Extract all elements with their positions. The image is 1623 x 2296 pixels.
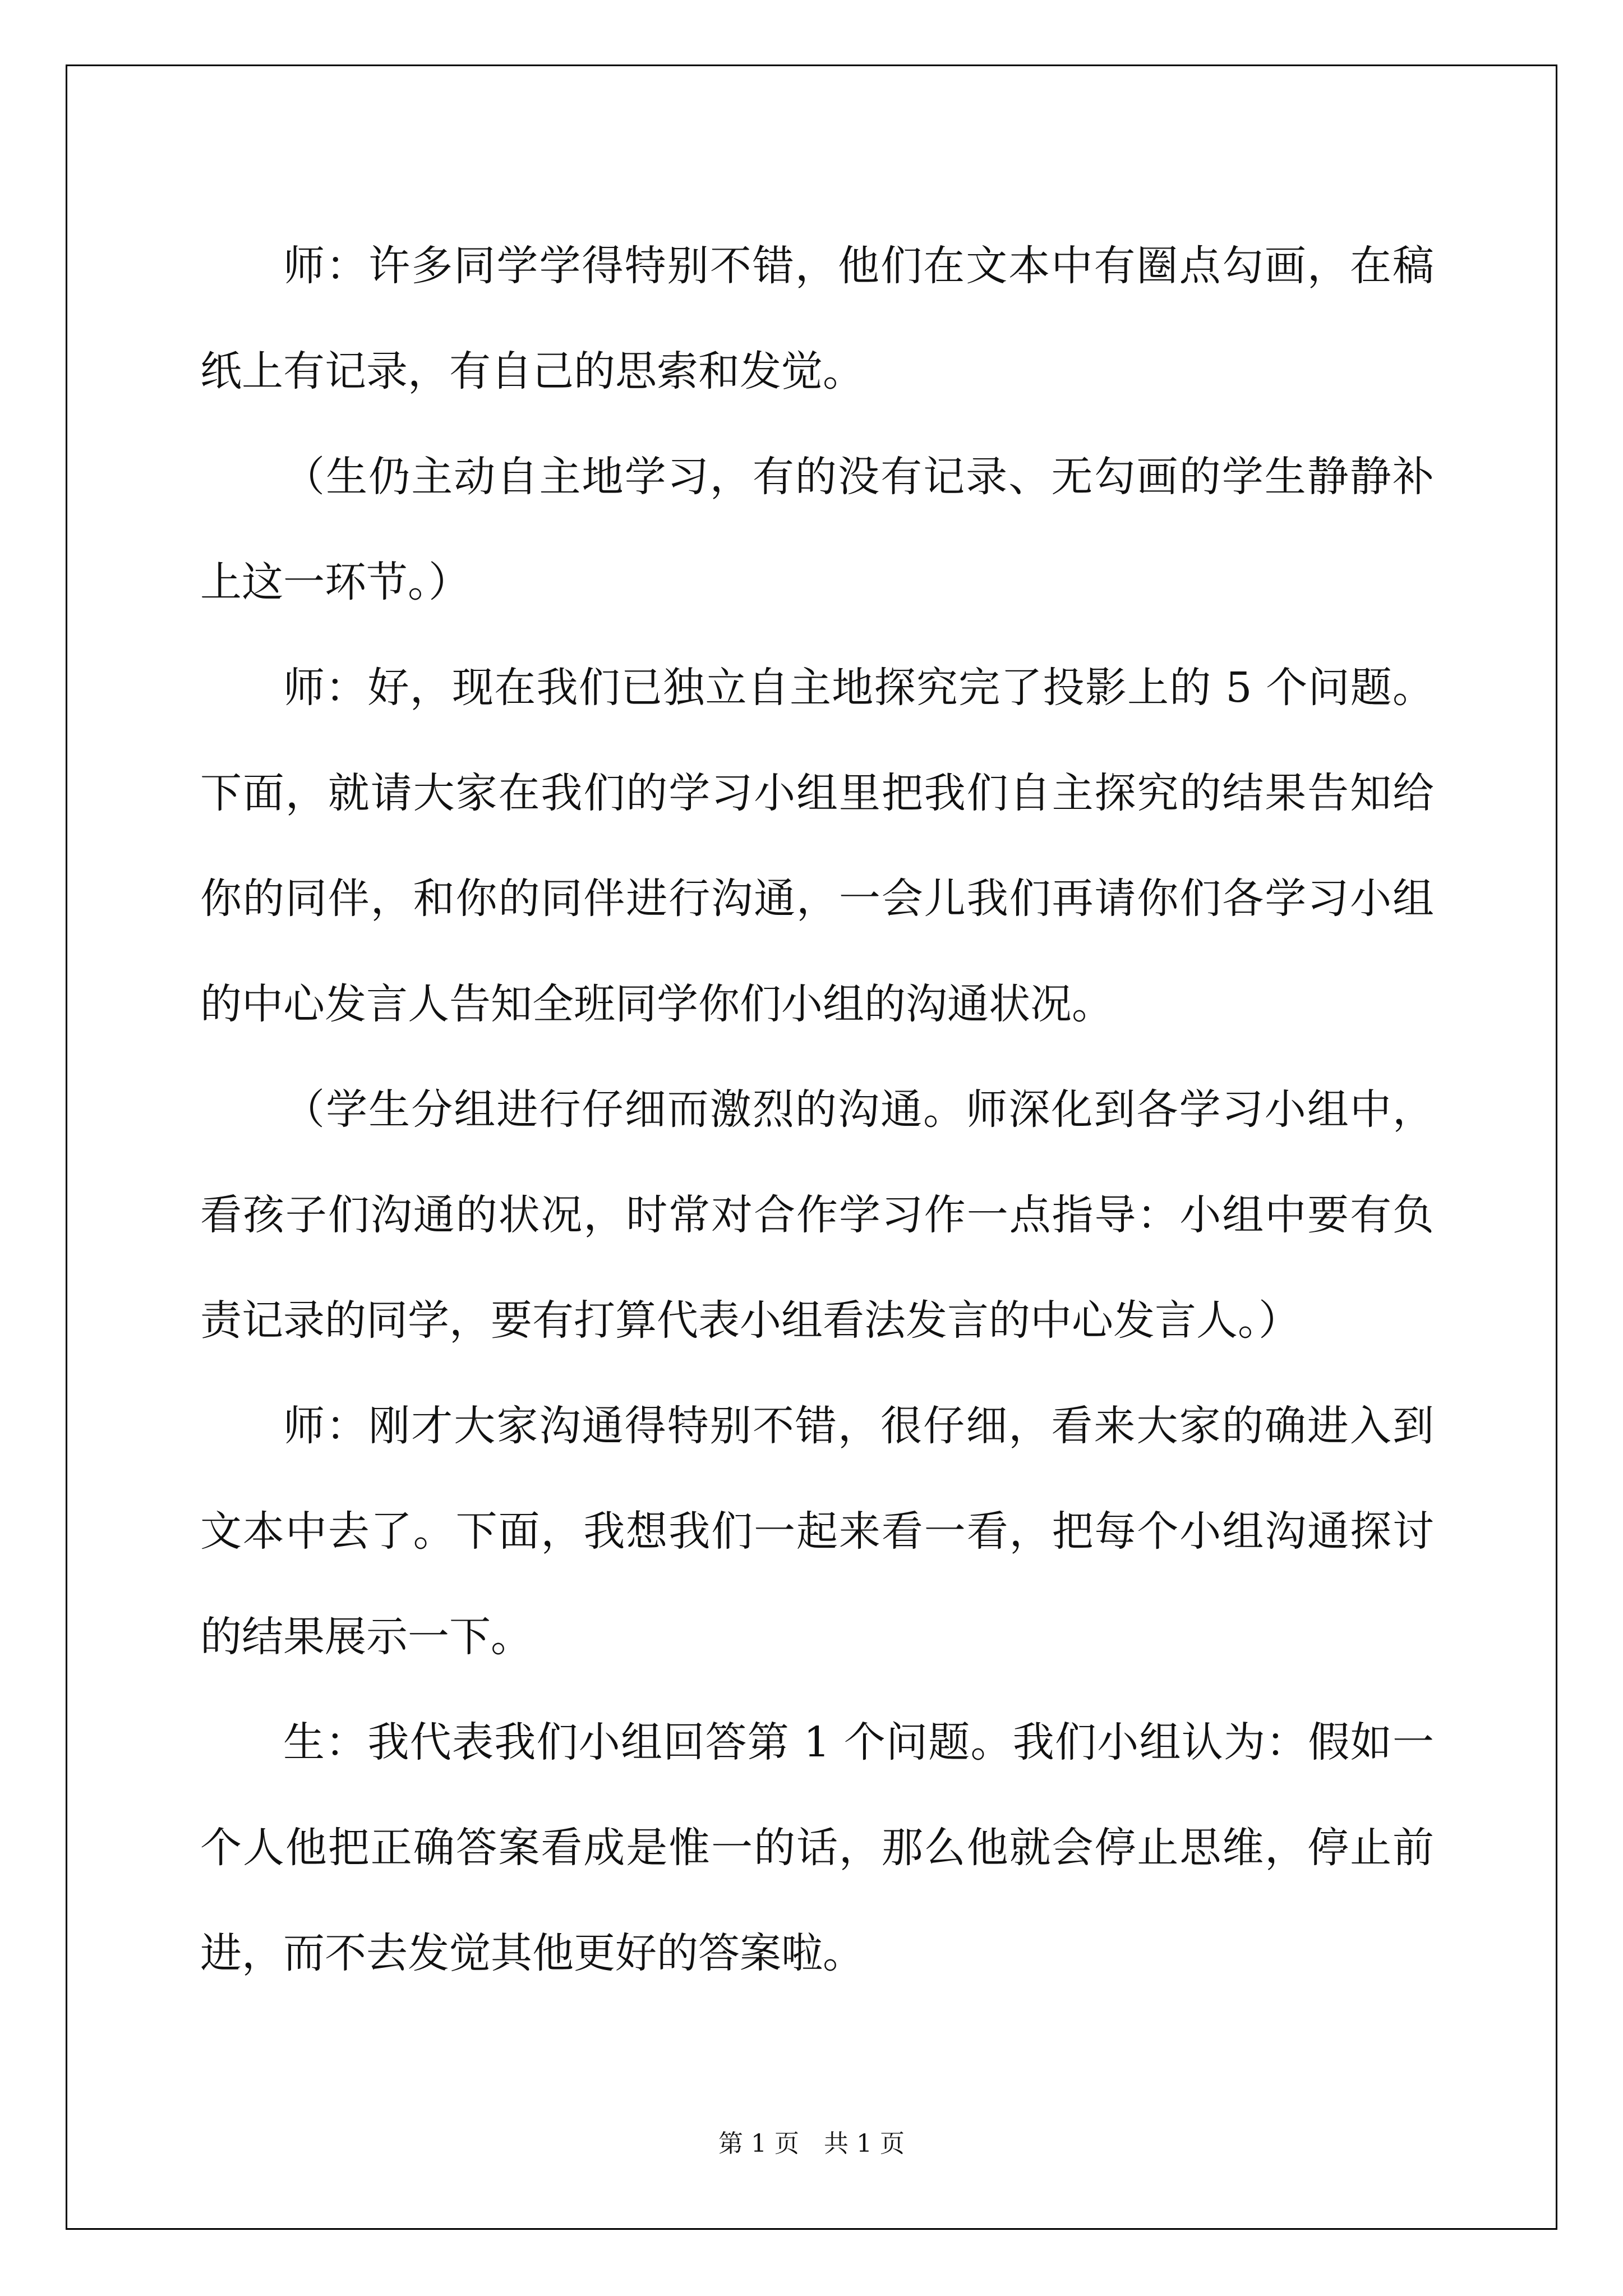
paragraph-6: 生：我代表我们小组回答第 1 个问题。我们小组认为：假如一个人他把正确答案看成是惟一的话，那么他就会停止思维，停止前进，而不去发觉其他更好的答案啦。 (200, 1718, 1434, 1977)
document-body (200, 213, 1434, 2006)
paragraph-3: 师：好，现在我们已独立自主地探究完了投影上的 5 个问题。下面，就请大家在我们的学习小组里把我们自主探究的结果告知给你的同伴，和你的同伴进行沟通，一会儿我们再请你们各学习小组的中心发言人告知全班同学你们小组的沟通状况。 (200, 664, 1434, 1028)
paragraph-5: 师：刚才大家沟通得特别不错，很仔细，看来大家的确进入到文本中去了。下面，我想我们一起来看一看，把每个小组沟通探讨的结果展示一下。 (200, 1402, 1434, 1661)
paragraph-2: （生仍主动自主地学习，有的没有记录、无勾画的学生静静补上这一环节。） (200, 453, 1434, 606)
page-number-footer: 第 1 页 共 1 页 (718, 2129, 905, 2158)
paragraph-4: （学生分组进行仔细而激烈的沟通。师深化到各学习小组中，看孩子们沟通的状况，时常对合作学习作一点指导：小组中要有负责记录的同学，要有打算代表小组看法发言的中心发言人。） (200, 1085, 1434, 1345)
paragraph-1: 师：许多同学学得特别不错，他们在文本中有圈点勾画，在稿纸上有记录，有自己的思索和发觉。 (200, 242, 1434, 395)
